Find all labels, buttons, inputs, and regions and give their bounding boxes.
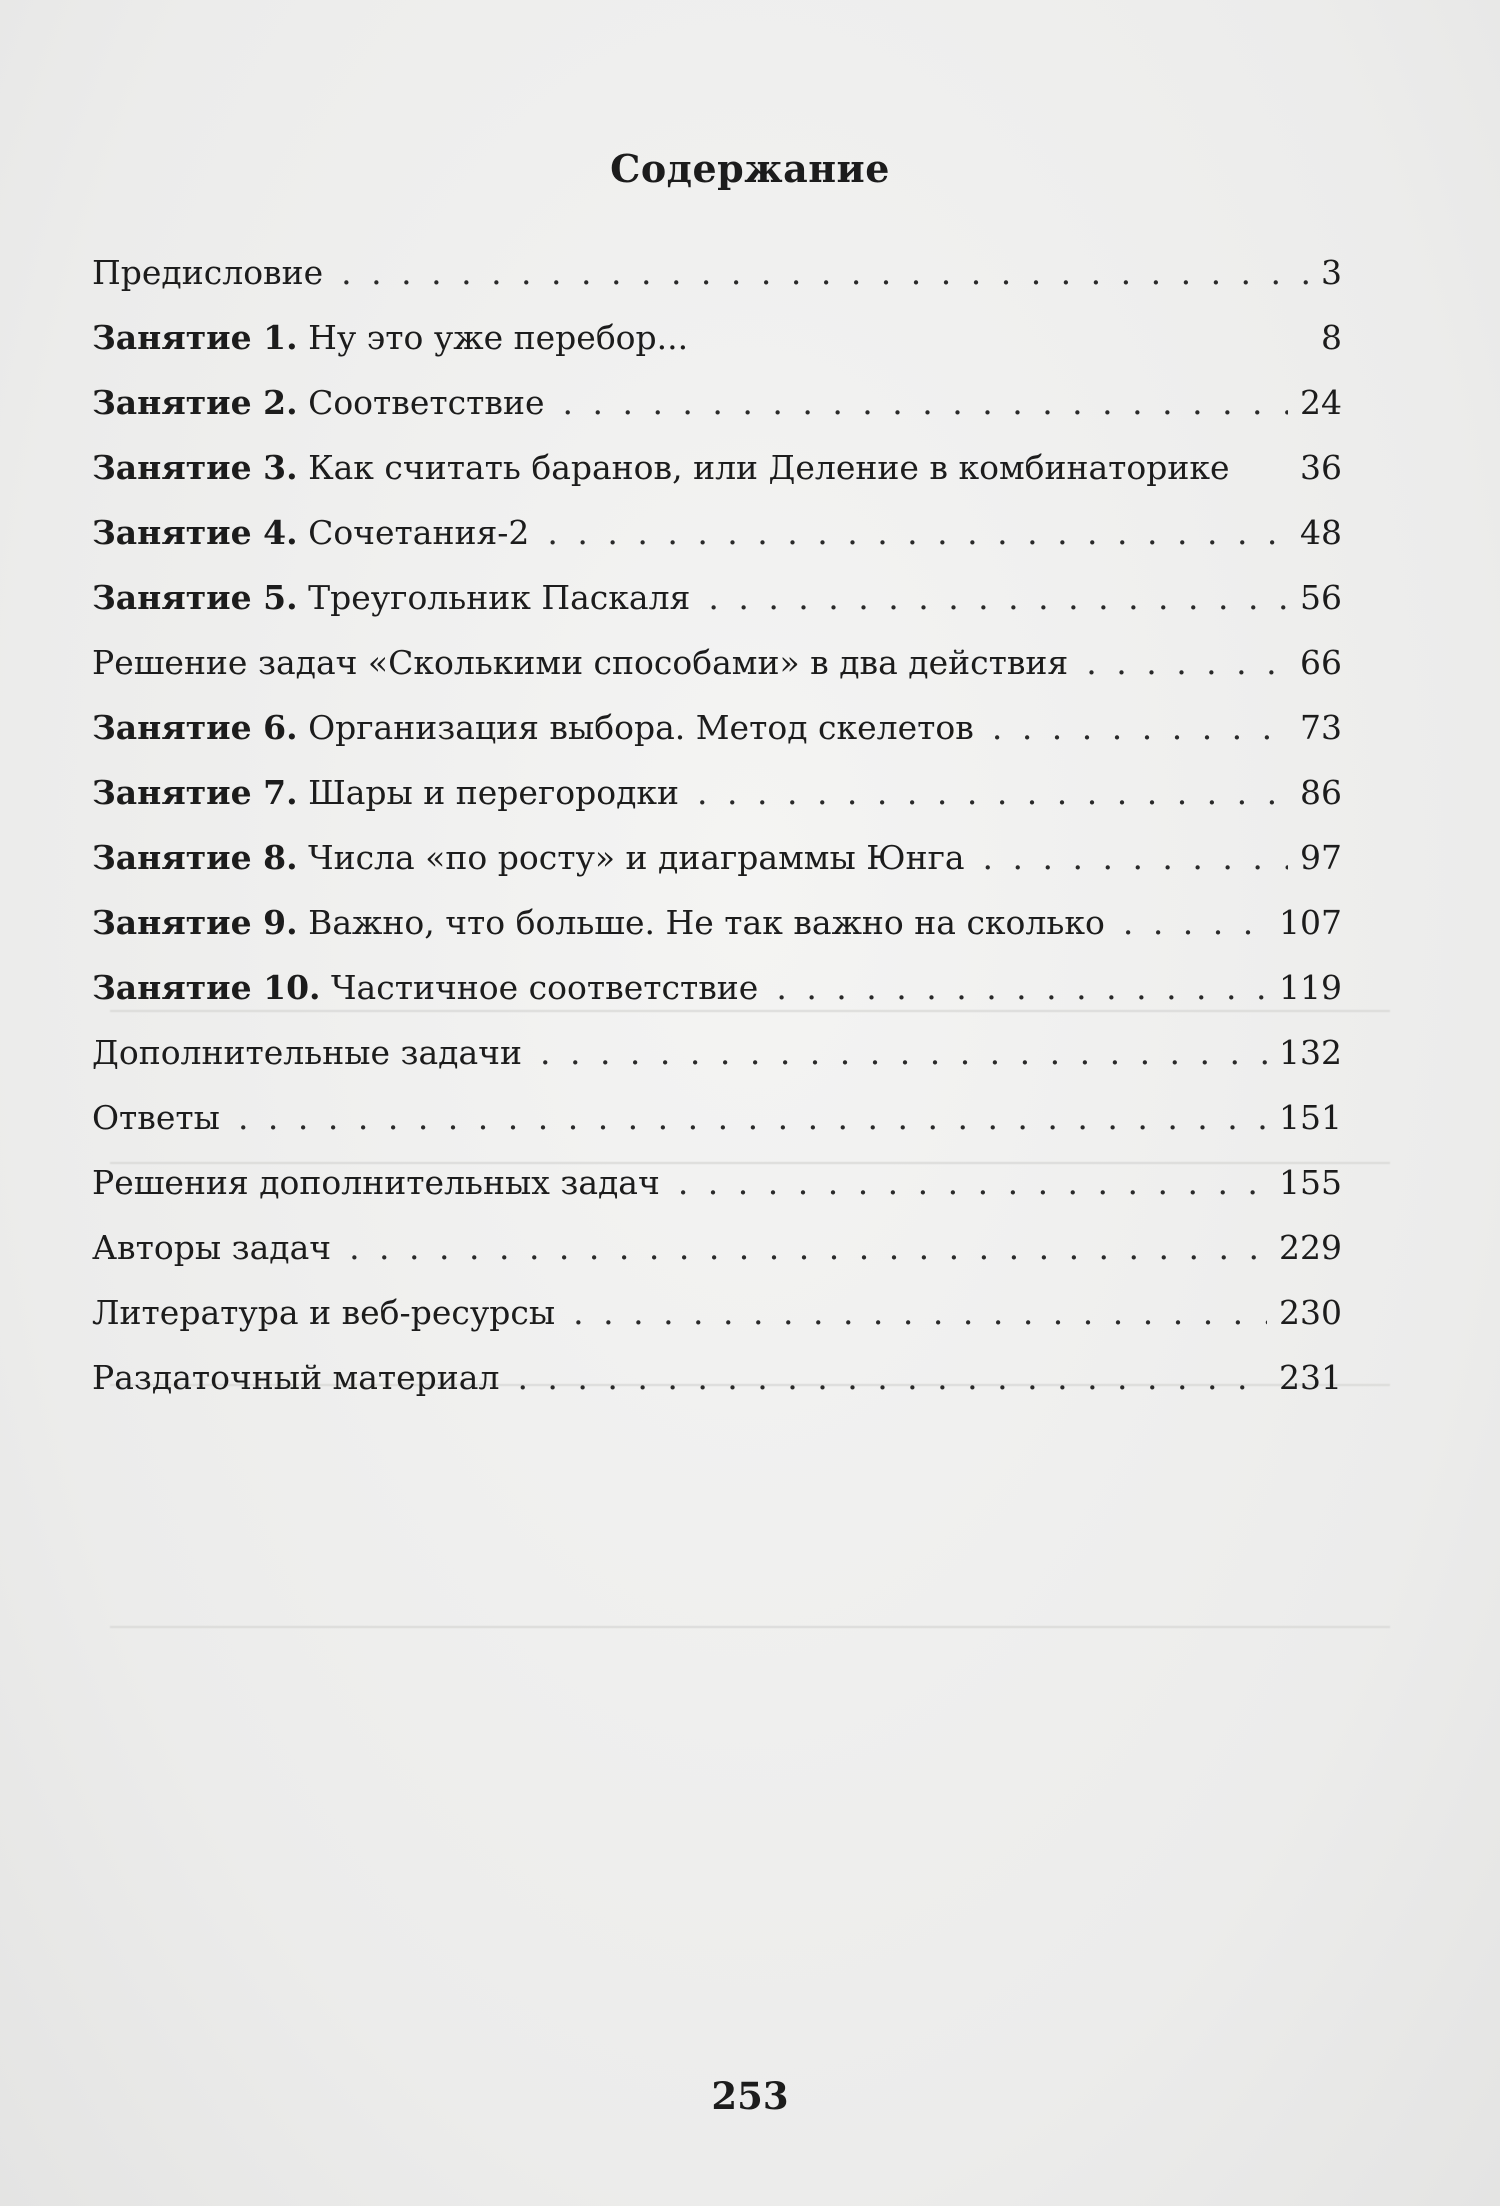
toc-entry-title: [92, 1020, 522, 1085]
toc-page-number: 155: [1279, 1163, 1342, 1202]
toc-entry-title: [92, 760, 679, 825]
toc-entry-text: Ну это уже перебор...: [297, 318, 689, 357]
toc-entry[interactable]: [92, 240, 1342, 305]
toc-entry[interactable]: [92, 1020, 1342, 1085]
toc-entry-title: [92, 435, 1230, 500]
toc-entry[interactable]: [92, 500, 1342, 565]
toc-entry-title: [92, 695, 974, 760]
dot-leader: [349, 1215, 1267, 1280]
dot-leader: [678, 1150, 1267, 1215]
toc-entry-title: [92, 305, 688, 370]
toc-entry-text: Частичное соответствие: [320, 968, 759, 1007]
toc-entry[interactable]: [92, 760, 1342, 825]
toc-entry-title: [92, 1085, 220, 1150]
toc-entry-title: [92, 1280, 555, 1345]
dot-leader: [776, 955, 1267, 1020]
toc-entry-label: Занятие 8.: [92, 838, 298, 877]
toc-entry[interactable]: [92, 565, 1342, 630]
toc-entry-title: [92, 565, 690, 630]
table-of-contents: [92, 240, 1342, 1410]
toc-entry-title: [92, 1150, 660, 1215]
page-number: 253: [711, 2074, 789, 2118]
toc-entry[interactable]: [92, 435, 1342, 500]
toc-page-number: 66: [1300, 643, 1342, 682]
dot-leader: [540, 1020, 1267, 1085]
toc-page-number: 97: [1300, 838, 1342, 877]
toc-entry-text: Предисловие: [92, 253, 324, 292]
dot-leader: [992, 695, 1288, 760]
toc-entry[interactable]: [92, 1345, 1342, 1410]
toc-entry[interactable]: [92, 955, 1342, 1020]
toc-page-number: 151: [1279, 1098, 1342, 1137]
toc-entry-label: Занятие 1.: [92, 318, 298, 357]
dot-leader: [238, 1085, 1267, 1150]
toc-entry-text: Решение задач «Сколькими способами» в два действия: [92, 643, 1069, 682]
dot-leader: [547, 500, 1288, 565]
toc-entry-text: Ответы: [92, 1098, 220, 1137]
toc-entry-title: [92, 1215, 331, 1280]
toc-entry-text: Литература и веб-ресурсы: [92, 1293, 556, 1332]
toc-entry[interactable]: [92, 890, 1342, 955]
toc-page-number: 230: [1279, 1293, 1342, 1332]
toc-entry-text: Решения дополнительных задач: [92, 1163, 660, 1202]
toc-entry-title: [92, 370, 545, 435]
dot-leader: [697, 760, 1288, 825]
toc-entry-label: Занятие 3.: [92, 448, 298, 487]
toc-entry-text: Дополнительные задачи: [92, 1033, 522, 1072]
toc-entry-text: Соответствие: [297, 383, 545, 422]
toc-entry-title: [92, 955, 758, 1020]
toc-entry-text: Числа «по росту» и диаграммы Юнга: [297, 838, 965, 877]
toc-entry[interactable]: [92, 825, 1342, 890]
toc-entry-text: Важно, что больше. Не так важно на сколько: [297, 903, 1105, 942]
toc-entry-text: Шары и перегородки: [297, 773, 680, 812]
toc-entry-title: [92, 240, 323, 305]
dot-leader: [1123, 890, 1267, 955]
toc-page-number: 3: [1321, 253, 1342, 292]
toc-entry-text: Раздаточный материал: [92, 1358, 500, 1397]
toc-page-number: 107: [1279, 903, 1342, 942]
toc-entry-label: Занятие 2.: [92, 383, 298, 422]
toc-entry[interactable]: [92, 1215, 1342, 1280]
toc-entry-text: Как считать баранов, или Деление в комбинаторике: [297, 448, 1230, 487]
toc-page-number: 8: [1321, 318, 1342, 357]
toc-entry-label: Занятие 4.: [92, 513, 298, 552]
show-through-rule: [110, 1626, 1390, 1628]
toc-entry-title: [92, 500, 529, 565]
dot-leader: [517, 1345, 1267, 1410]
toc-entry[interactable]: [92, 630, 1342, 695]
toc-entry-text: Сочетания-2: [297, 513, 530, 552]
toc-page-number: 132: [1279, 1033, 1342, 1072]
toc-entry[interactable]: [92, 370, 1342, 435]
toc-entry-label: Занятие 10.: [92, 968, 321, 1007]
dot-leader: [341, 240, 1309, 305]
toc-page-number: 119: [1279, 968, 1342, 1007]
toc-entry-label: Занятие 9.: [92, 903, 298, 942]
toc-page-number: 73: [1300, 708, 1342, 747]
toc-entry[interactable]: [92, 695, 1342, 760]
toc-entry[interactable]: [92, 1280, 1342, 1345]
toc-page-number: 48: [1300, 513, 1342, 552]
dot-leader: [983, 825, 1288, 890]
toc-page-number: 36: [1300, 448, 1342, 487]
dot-leader: [708, 565, 1288, 630]
toc-page-number: 56: [1300, 578, 1342, 617]
toc-entry-label: Занятие 5.: [92, 578, 298, 617]
toc-entry[interactable]: [92, 1150, 1342, 1215]
toc-entry-title: [92, 890, 1105, 955]
dot-leader: [563, 370, 1288, 435]
toc-entry[interactable]: [92, 305, 1342, 370]
toc-entry-title: [92, 825, 965, 890]
toc-entry-title: [92, 1345, 499, 1410]
dot-leader: [1086, 630, 1288, 695]
toc-entry-title: [92, 630, 1068, 695]
toc-page-number: 24: [1300, 383, 1342, 422]
toc-entry-text: Треугольник Паскаля: [297, 578, 691, 617]
toc-entry[interactable]: [92, 1085, 1342, 1150]
toc-page-number: 231: [1279, 1358, 1342, 1397]
toc-page-number: 229: [1279, 1228, 1342, 1267]
toc-entry-text: Авторы задач: [92, 1228, 332, 1267]
dot-leader: [573, 1280, 1267, 1345]
toc-entry-label: Занятие 6.: [92, 708, 298, 747]
page-title: Содержание: [610, 146, 890, 191]
toc-entry-text: Организация выбора. Метод скелетов: [297, 708, 974, 747]
toc-entry-label: Занятие 7.: [92, 773, 298, 812]
toc-page-number: 86: [1300, 773, 1342, 812]
